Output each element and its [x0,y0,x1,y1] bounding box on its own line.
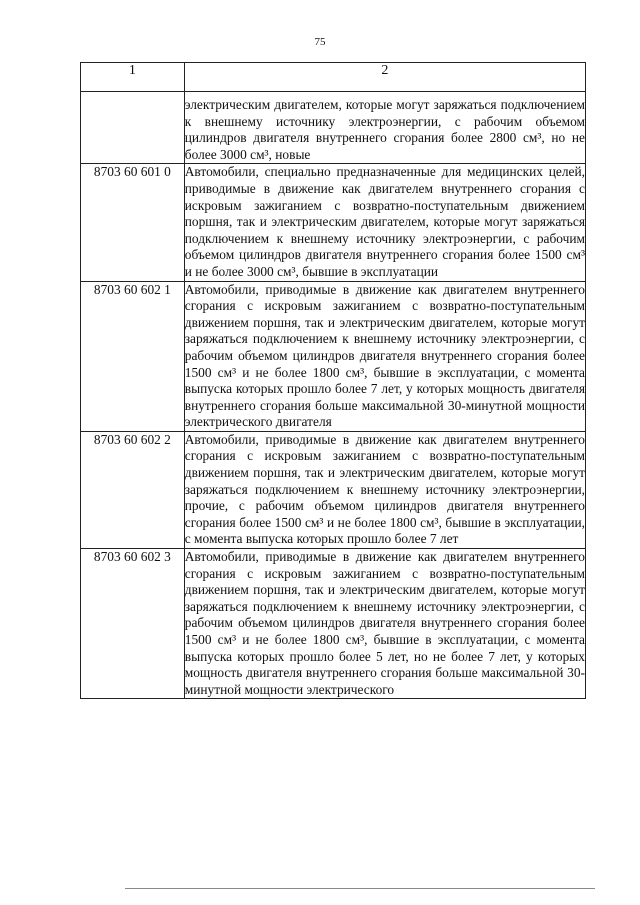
row-code [81,92,185,164]
table-row [81,281,586,431]
row-description: Автомобили, приводимые в движение как двигателем внутреннего сгорания с искровым зажиганием с возвратно-поступательным движением поршня, так и электрическим двигателем, которые могут заряжаться подключением к внешнему источнику электроэнергии, с рабочим объемом цилиндров двигателя внутреннего сгорания более 1500 см³ и не более 1800 см³, бывшие в эксплуатации, с момента выпуска которых прошло более 5 лет, но не более 7 лет, у которых мощность двигателя внутреннего сгорания больше максимальной 30-минутной мощности электрического [184,549,585,699]
table-row [81,164,586,281]
row-description: Автомобили, приводимые в движение как двигателем внутреннего сгорания с искровым зажиганием с возвратно-поступательным движением поршня, так и электрическим двигателем, которые могут заряжаться подключением к внешнему источнику электроэнергии, прочие, с рабочим объемом цилиндров двигателя внутреннего сгорания более 1500 см³ и не более 1800 см³, бывшие в эксплуатации, с момента выпуска которых прошло более 7 лет [184,431,585,548]
row-description: электрическим двигателем, которые могут заряжаться подключением к внешнему источнику электроэнергии, с рабочим объемом цилиндров двигателя внутреннего сгорания более 2800 см³, но не более 3000 см³, новые [184,92,585,164]
page-number: 75 [314,36,326,48]
tariff-table [80,62,586,699]
header-col-2: 2 [184,63,585,92]
table-row [81,549,586,699]
header-col-1: 1 [81,63,185,92]
row-code: 8703 60 601 0 [81,164,185,281]
row-description: Автомобили, приводимые в движение как двигателем внутреннего сгорания с искровым зажиганием с возвратно-поступательным движением поршня, так и электрическим двигателем, которые могут заряжаться подключением к внешнему источнику электроэнергии, с рабочим объемом цилиндров двигателя внутреннего сгорания более 1500 см³ и не более 1800 см³, бывшие в эксплуатации, с момента выпуска которых прошло более 7 лет, у которых мощность двигателя внутреннего сгорания больше максимальной 30-минутной мощности электрического двигателя [184,281,585,431]
row-code: 8703 60 602 2 [81,431,185,548]
table-row [81,431,586,548]
page-bottom-rule [125,888,595,889]
table-row [81,92,586,164]
row-description: Автомобили, специально предназначенные для медицинских целей, приводимые в движение как двигателем внутреннего сгорания с искровым зажиганием с возвратно-поступательным движением поршня, так и электрическим двигателем, которые могут заряжаться подключением к внешнему источнику электроэнергии, с рабочим объемом цилиндров двигателя внутреннего сгорания более 1500 см³ и не более 3000 см³, бывшие в эксплуатации [184,164,585,281]
table-header-row [81,63,586,92]
row-code: 8703 60 602 1 [81,281,185,431]
row-code: 8703 60 602 3 [81,549,185,699]
